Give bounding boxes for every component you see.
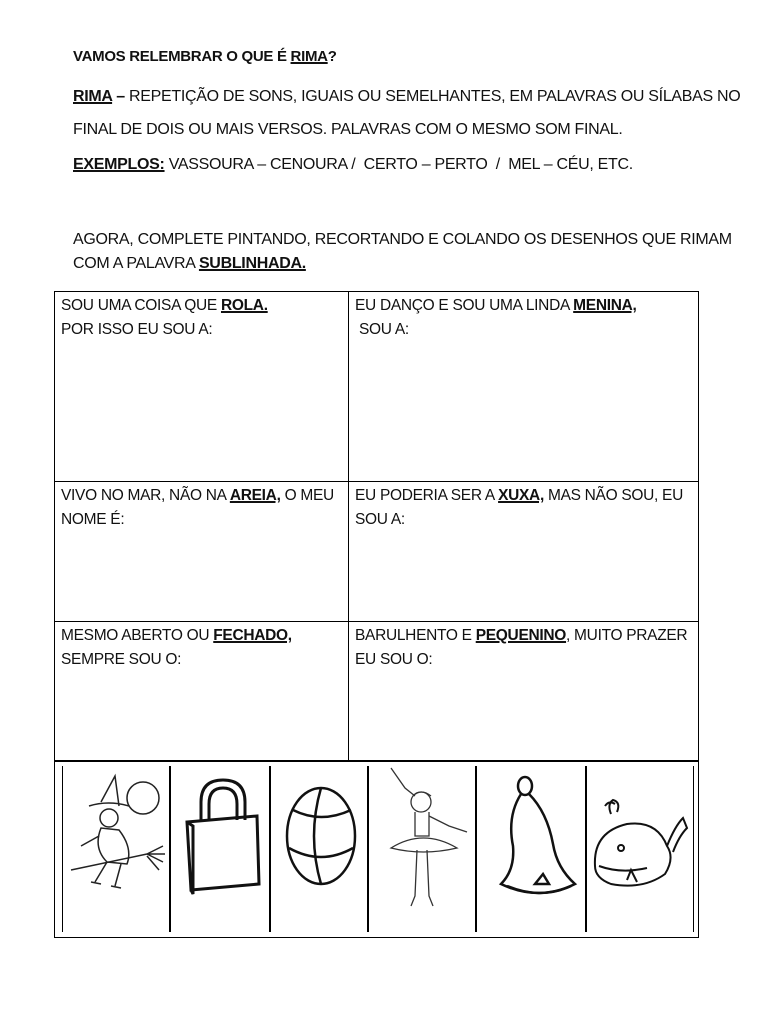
riddle-line-1 bbox=[355, 294, 693, 318]
riddle-keyword: PEQUENINO bbox=[475, 627, 567, 644]
riddle-line-2: EU SOU O: bbox=[355, 651, 433, 668]
cutout-bell[interactable] bbox=[476, 766, 586, 932]
definition-term: RIMA bbox=[73, 88, 113, 105]
ball-icon bbox=[271, 766, 369, 932]
riddle-line-1 bbox=[355, 624, 693, 648]
riddle-pre: MESMO ABERTO OU bbox=[61, 627, 214, 644]
riddle-line-1 bbox=[61, 624, 342, 648]
padlock-icon bbox=[171, 766, 271, 932]
title-tail: ? bbox=[327, 48, 337, 65]
riddle-post: MAS NÃO SOU, EU bbox=[543, 487, 683, 504]
whale-icon bbox=[587, 766, 695, 932]
riddle-line-2: NOME É: bbox=[61, 511, 125, 528]
title-lead: VAMOS RELEMBRAR O QUE É bbox=[73, 48, 291, 65]
bell-icon bbox=[477, 766, 587, 932]
title-word: RIMA bbox=[290, 48, 328, 65]
riddle-post: O MEU bbox=[280, 487, 334, 504]
cutout-witch[interactable] bbox=[62, 766, 170, 932]
instruction-word: SUBLINHADA. bbox=[198, 255, 306, 272]
riddle-pre: VIVO NO MAR, NÃO NA bbox=[61, 487, 230, 504]
definition-text-1: REPETIÇÃO DE SONS, IGUAIS OU SEMELHANTES, EM PALAVRAS OU SÍLABAS NO bbox=[128, 88, 741, 105]
riddle-line-2: SEMPRE SOU O: bbox=[61, 651, 182, 668]
riddle-grid bbox=[54, 291, 699, 761]
riddle-keyword: FECHADO, bbox=[213, 627, 292, 644]
riddle-cell-menina[interactable] bbox=[349, 292, 699, 481]
cutout-padlock[interactable] bbox=[170, 766, 270, 932]
riddle-pre: EU PODERIA SER A bbox=[355, 487, 499, 504]
riddle-line-2: POR ISSO EU SOU A: bbox=[61, 321, 213, 338]
worksheet-title bbox=[73, 48, 337, 65]
riddle-keyword: ROLA. bbox=[220, 297, 268, 314]
instruction-line-1: AGORA, COMPLETE PINTANDO, RECORTANDO E COLANDO OS DESENHOS QUE RIMAM bbox=[73, 231, 732, 248]
riddle-cell-xuxa[interactable] bbox=[349, 482, 699, 621]
riddle-cell-pequenino[interactable] bbox=[349, 622, 699, 761]
definition-line-2: FINAL DE DOIS OU MAIS VERSOS. PALAVRAS COM O MESMO SOM FINAL. bbox=[73, 121, 623, 138]
riddle-pre: SOU UMA COISA QUE bbox=[61, 297, 221, 314]
riddle-cell-areia[interactable] bbox=[55, 482, 348, 621]
riddle-line-1 bbox=[355, 484, 693, 508]
riddle-line-1 bbox=[61, 294, 342, 318]
riddle-line-2: SOU A: bbox=[355, 321, 409, 338]
cutout-ball[interactable] bbox=[270, 766, 368, 932]
ballerina-icon bbox=[369, 766, 477, 932]
cutout-pictures-strip bbox=[54, 761, 699, 938]
riddle-pre: EU DANÇO E SOU UMA LINDA bbox=[355, 297, 574, 314]
riddle-keyword: MENINA, bbox=[573, 297, 637, 314]
riddle-pre: BARULHENTO E bbox=[355, 627, 476, 644]
definition-line-1 bbox=[73, 88, 740, 106]
definition-dash: – bbox=[112, 88, 129, 105]
riddle-cell-fechado[interactable] bbox=[55, 622, 348, 761]
riddle-keyword: AREIA, bbox=[229, 487, 281, 504]
riddle-keyword: XUXA, bbox=[498, 487, 544, 504]
riddle-line-1 bbox=[61, 484, 342, 508]
examples-line bbox=[73, 156, 633, 174]
cutout-ballerina[interactable] bbox=[368, 766, 476, 932]
witch-icon bbox=[63, 766, 171, 932]
examples-text: VASSOURA – CENOURA / CERTO – PERTO / MEL – CÉU, ETC. bbox=[164, 156, 633, 173]
riddle-line-2: SOU A: bbox=[355, 511, 405, 528]
cutout-whale[interactable] bbox=[586, 766, 694, 932]
riddle-post: , MUITO PRAZER bbox=[566, 627, 688, 644]
examples-label: EXEMPLOS: bbox=[73, 156, 165, 173]
instruction-line-2 bbox=[73, 255, 306, 273]
riddle-cell-rola[interactable] bbox=[55, 292, 348, 481]
instruction-lead: COM A PALAVRA bbox=[73, 255, 199, 272]
